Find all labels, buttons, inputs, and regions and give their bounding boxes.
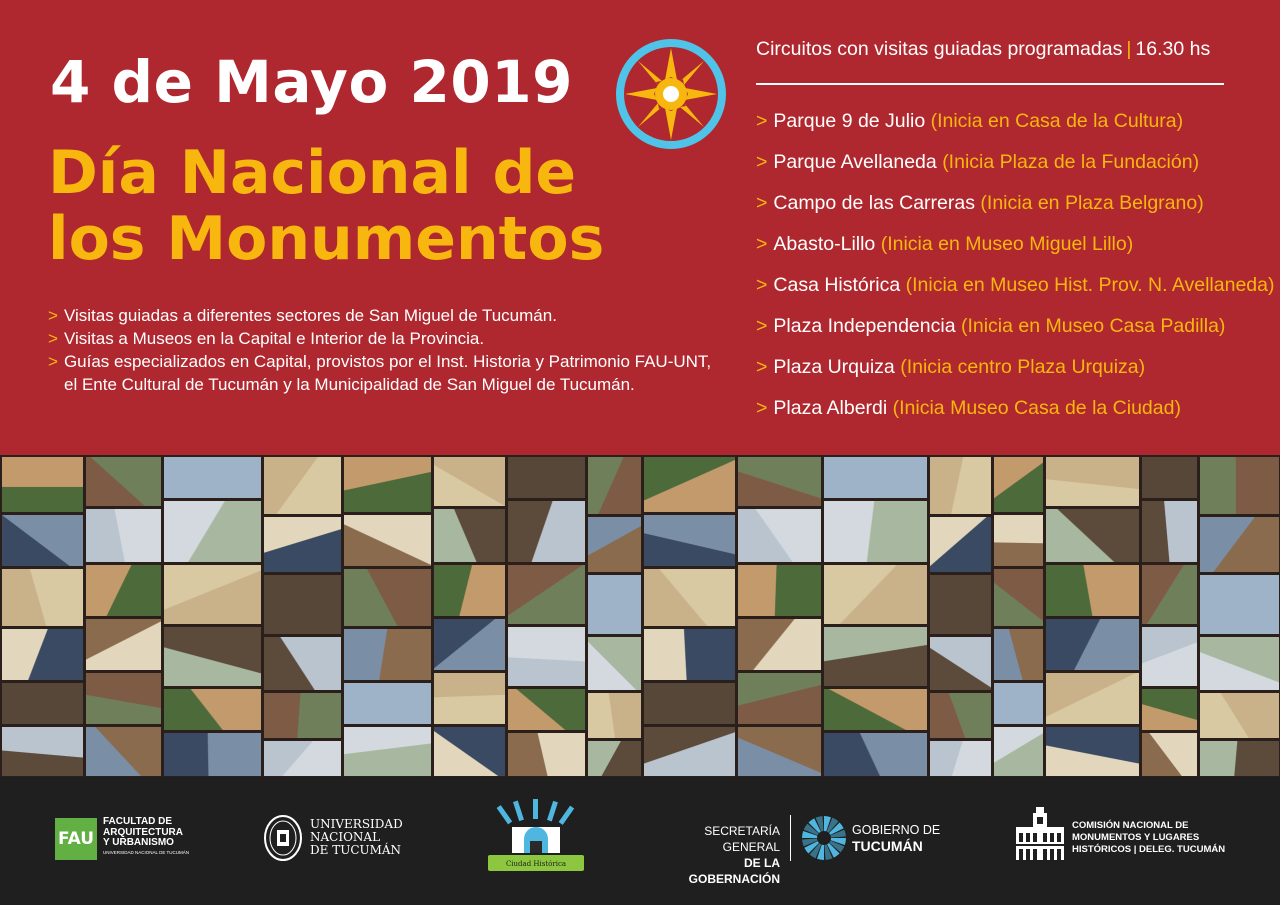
- monument-photo: [164, 565, 261, 624]
- monument-photo: [1200, 741, 1279, 776]
- monument-photo: [644, 515, 735, 566]
- monument-photo: [930, 637, 991, 690]
- monument-photo: [434, 619, 505, 670]
- monument-photo: [930, 457, 991, 514]
- monument-photo: [2, 515, 83, 566]
- monument-photo: [644, 457, 735, 512]
- circuit-start: (Inicia centro Plaza Urquiza): [900, 356, 1146, 378]
- monument-photo: [86, 727, 161, 776]
- title-line-2: los Monumentos: [48, 204, 605, 274]
- monument-photo: [1046, 727, 1139, 776]
- monument-photo: [994, 457, 1043, 512]
- monument-photo: [738, 509, 821, 562]
- monument-photo: [164, 733, 261, 776]
- monument-photo: [508, 457, 585, 498]
- activity-item: > Visitas guiadas a diferentes sectores de San Miguel de Tucumán.: [48, 306, 557, 325]
- unt-line: DE TUCUMÁN: [310, 843, 402, 857]
- monument-photo: [588, 457, 641, 514]
- monument-photo: [994, 727, 1043, 776]
- circuit-item: > Parque 9 de Julio (Inicia en Casa de la Cultura): [756, 110, 1184, 132]
- monument-photo: [264, 637, 341, 690]
- fau-line: FACULTAD DE: [103, 816, 173, 827]
- fau-line: ARQUITECTURA: [103, 826, 183, 838]
- gobierno-wheel-icon: [800, 814, 848, 862]
- circuit-start: (Inicia Museo Casa de la Ciudad): [892, 397, 1181, 419]
- monument-photo: [86, 457, 161, 506]
- event-title: [48, 140, 668, 272]
- monument-photo: [824, 565, 927, 624]
- circuit-name: Casa Histórica: [773, 274, 901, 296]
- cnm-line: MONUMENTOS Y LUGARES: [1072, 832, 1200, 843]
- circuits-heading: [756, 38, 1226, 61]
- gobierno-line: GOBIERNO DE: [852, 823, 941, 837]
- monument-photo: [644, 727, 735, 776]
- monument-photo: [1046, 565, 1139, 616]
- circuit-item: > Plaza Independencia (Inicia en Museo Casa Padilla): [756, 315, 1226, 337]
- circuit-name: Campo de las Carreras: [773, 192, 975, 214]
- monument-photo: [994, 629, 1043, 680]
- circuit-name: Plaza Urquiza: [773, 356, 895, 378]
- monument-photo: [1046, 619, 1139, 670]
- secretaria-line: SECRETARÍA GENERAL: [704, 824, 780, 854]
- unt-seal-icon: [263, 814, 303, 862]
- monument-photo: [930, 693, 991, 738]
- monument-photo: [1046, 509, 1139, 562]
- monument-photo: [644, 569, 735, 626]
- monument-photo: [86, 509, 161, 562]
- sponsors-footer: [0, 777, 1280, 905]
- monument-photo: [2, 727, 83, 776]
- monument-photo: [508, 501, 585, 562]
- monument-photo: [1142, 627, 1197, 686]
- activity-text: Visitas guiadas a diferentes sectores de San Miguel de Tucumán.: [63, 306, 557, 325]
- monument-photo: [588, 741, 641, 776]
- circuit-start: (Inicia en Museo Hist. Prov. N. Avellaneda): [905, 274, 1275, 296]
- circuit-name: Abasto-Lillo: [773, 233, 876, 255]
- monument-photo: [824, 627, 927, 686]
- unt-line: UNIVERSIDAD: [310, 817, 403, 831]
- monument-photo: [86, 619, 161, 670]
- monument-photo: [434, 565, 505, 616]
- monument-photo: [824, 733, 927, 776]
- cabildo-icon: [1014, 807, 1066, 863]
- unt-logo-text: [310, 818, 420, 857]
- monument-photo: [508, 733, 585, 776]
- monument-photo: [2, 569, 83, 626]
- fau-logo-icon: FAU: [55, 818, 97, 860]
- monument-photo: [738, 673, 821, 724]
- monument-photo: [344, 727, 431, 776]
- monument-photo: [434, 673, 505, 724]
- monument-photo: [824, 689, 927, 730]
- circuit-name: Plaza Alberdi: [773, 397, 888, 419]
- gobierno-line: TUCUMÁN: [852, 838, 923, 854]
- monument-photo: [164, 457, 261, 498]
- monument-photo: [434, 727, 505, 776]
- activity-item: > Visitas a Museos en la Capital e Interior de la Provincia.: [48, 329, 485, 348]
- monument-photo: [824, 457, 927, 498]
- monument-photo: [264, 575, 341, 634]
- circuit-start: (Inicia en Museo Casa Padilla): [960, 315, 1226, 337]
- monument-photo: [738, 457, 821, 506]
- monument-photo: [824, 501, 927, 562]
- monument-photo: [164, 627, 261, 686]
- circuits-list: [756, 101, 1276, 429]
- title-line-1: Día Nacional de: [48, 138, 577, 208]
- monument-photo: [994, 683, 1043, 724]
- monument-photo: [588, 693, 641, 738]
- circuit-item: > Casa Histórica (Inicia en Museo Hist. Prov. N. Avellaneda): [756, 274, 1275, 296]
- circuit-name: Parque 9 de Julio: [773, 110, 926, 132]
- circuit-name: Plaza Independencia: [773, 315, 956, 337]
- heading-separator: |: [1126, 38, 1132, 60]
- monument-photo: [434, 457, 505, 506]
- monument-photo: [264, 517, 341, 572]
- monument-photo: [738, 727, 821, 776]
- circuits-time: 16.30 hs: [1135, 38, 1211, 60]
- monument-photo: [344, 683, 431, 724]
- heading-divider: [756, 83, 1224, 85]
- monument-photo: [1200, 457, 1279, 514]
- monument-photo: [434, 509, 505, 562]
- monument-photo: [344, 629, 431, 680]
- fau-logo-text: [103, 817, 203, 856]
- monument-photo: [930, 741, 991, 776]
- monument-photo: [1200, 637, 1279, 690]
- circuit-item: > Parque Avellaneda (Inicia Plaza de la Fundación): [756, 151, 1200, 173]
- monument-photo: [1200, 693, 1279, 738]
- activity-text: Visitas a Museos en la Capital e Interior de la Provincia.: [63, 329, 485, 348]
- monument-photo: [994, 515, 1043, 566]
- monument-photo: [86, 673, 161, 724]
- gobierno-text: [852, 822, 962, 854]
- secretaria-text: [652, 823, 780, 887]
- cnm-line: HISTÓRICOS | DELEG. TUCUMÁN: [1072, 844, 1226, 855]
- circuit-item: > Plaza Alberdi (Inicia Museo Casa de la Ciudad): [756, 397, 1181, 419]
- secretaria-line: DE LA GOBERNACIÓN: [688, 856, 780, 886]
- monument-photo: [164, 689, 261, 730]
- svg-text:Ciudad Histórica: Ciudad Histórica: [505, 860, 567, 868]
- footer-divider: [790, 815, 791, 861]
- circuit-item: > Campo de las Carreras (Inicia en Plaza Belgrano): [756, 192, 1204, 214]
- activities-list: [48, 304, 738, 396]
- activity-item: > Guías especializados en Capital, provistos por el Inst. Historia y Patrimonio FAU-UNT,: [48, 352, 712, 371]
- monument-photo: [1200, 575, 1279, 634]
- cnm-text: [1072, 820, 1252, 856]
- circuit-start: (Inicia en Museo Miguel Lillo): [880, 233, 1134, 255]
- fau-subline: UNIVERSIDAD NACIONAL DE TUCUMÁN: [103, 849, 190, 855]
- monument-photo: [508, 627, 585, 686]
- monument-photo: [2, 457, 83, 512]
- circuit-item: > Plaza Urquiza (Inicia centro Plaza Urquiza): [756, 356, 1146, 378]
- activity-continuation: el Ente Cultural de Tucumán y la Municipalidad de San Miguel de Tucumán.: [64, 375, 635, 394]
- monument-photo: [86, 565, 161, 616]
- monuments-photo-collage: [0, 455, 1280, 777]
- monument-photo: [738, 619, 821, 670]
- monument-photo: [588, 637, 641, 690]
- ciudad-historica-logo-icon: [484, 799, 588, 877]
- monument-photo: [644, 629, 735, 680]
- monument-photo: [2, 683, 83, 724]
- cnm-line: COMISIÓN NACIONAL DE: [1072, 820, 1189, 831]
- circuit-name: Parque Avellaneda: [773, 151, 937, 173]
- monument-photo: [1200, 517, 1279, 572]
- monument-photo: [588, 575, 641, 634]
- monument-photo: [1142, 689, 1197, 730]
- monument-photo: [1046, 673, 1139, 724]
- monument-photo: [994, 569, 1043, 626]
- circuits-heading-text: Circuitos con visitas guiadas programadas: [756, 38, 1123, 60]
- monument-photo: [1046, 457, 1139, 506]
- monument-photo: [2, 629, 83, 680]
- monument-photo: [344, 515, 431, 566]
- monument-photo: [588, 517, 641, 572]
- monument-photo: [508, 565, 585, 624]
- circuit-start: (Inicia Plaza de la Fundación): [942, 151, 1200, 173]
- activity-text: Guías especializados en Capital, provistos por el Inst. Historia y Patrimonio FAU-UNT,: [63, 352, 712, 371]
- monument-photo: [644, 683, 735, 724]
- monument-photo: [264, 457, 341, 514]
- monument-photo: [344, 569, 431, 626]
- circuit-start: (Inicia en Casa de la Cultura): [930, 110, 1184, 132]
- monument-photo: [164, 501, 261, 562]
- monument-photo: [344, 457, 431, 512]
- monument-photo: [1142, 565, 1197, 624]
- monument-photo: [1142, 457, 1197, 498]
- unt-line: NACIONAL: [310, 830, 381, 844]
- event-date: 4 de Mayo 2019: [50, 48, 573, 116]
- monument-photo: [1142, 733, 1197, 776]
- sun-of-may-icon: [612, 35, 730, 153]
- fau-line: Y URBANISMO: [103, 837, 174, 848]
- monument-photo: [508, 689, 585, 730]
- monument-photo: [264, 693, 341, 738]
- monument-photo: [930, 575, 991, 634]
- monument-photo: [738, 565, 821, 616]
- monument-photo: [264, 741, 341, 776]
- monument-photo: [1142, 501, 1197, 562]
- circuit-item: > Abasto-Lillo (Inicia en Museo Miguel Lillo): [756, 233, 1134, 255]
- monument-photo: [930, 517, 991, 572]
- circuit-start: (Inicia en Plaza Belgrano): [980, 192, 1204, 214]
